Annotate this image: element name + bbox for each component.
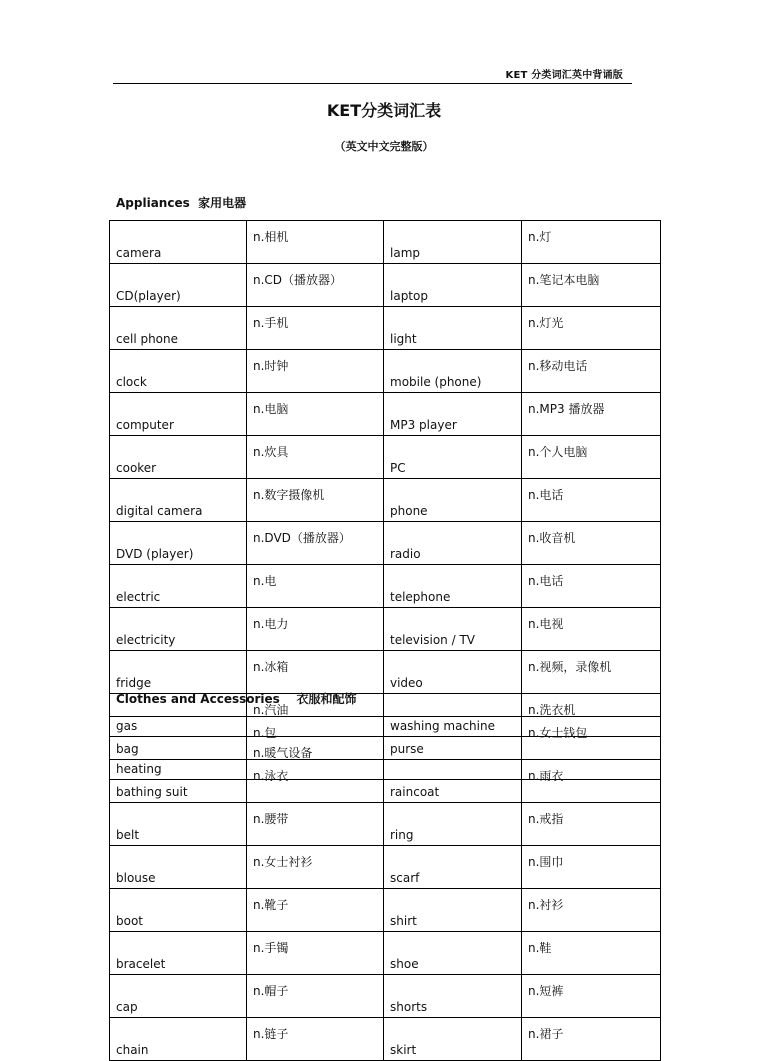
english-word-cell: clock	[110, 350, 247, 393]
english-word-cell: lamp	[384, 221, 522, 264]
chinese-meaning-cell: n.女士钱包	[522, 717, 661, 760]
table-row	[110, 717, 661, 760]
chinese-meaning-cell: n.视频，录像机	[522, 651, 661, 694]
english-word-cell: telephone	[384, 565, 522, 608]
table-row	[110, 350, 661, 393]
chinese-meaning-cell: n.DVD（播放器）	[247, 522, 384, 565]
chinese-meaning-cell: n.CD（播放器）	[247, 264, 384, 307]
chinese-meaning-cell: n.短裤	[522, 975, 661, 1018]
chinese-meaning-cell: n.电话	[522, 565, 661, 608]
english-word-cell: cooker	[110, 436, 247, 479]
english-word-cell: cell phone	[110, 307, 247, 350]
english-word-cell: electric	[110, 565, 247, 608]
chinese-meaning-cell: n.笔记本电脑	[522, 264, 661, 307]
chinese-meaning-cell: n.鞋	[522, 932, 661, 975]
chinese-meaning-cell: n.暖气设备	[247, 737, 384, 780]
table-row	[110, 889, 661, 932]
english-word-cell: chain	[110, 1018, 247, 1061]
section-heading-clothes: Clothes and Accessories 衣服和配饰	[116, 692, 357, 706]
english-word-cell: bag	[110, 717, 247, 760]
table-row	[110, 307, 661, 350]
chinese-meaning-cell: n.MP3 播放器	[522, 393, 661, 436]
chinese-meaning-cell: n.手镯	[247, 932, 384, 975]
table-row	[110, 932, 661, 975]
english-word-cell: heating	[110, 737, 247, 780]
header-divider	[113, 83, 632, 84]
english-word-cell: scarf	[384, 846, 522, 889]
table-row	[110, 846, 661, 889]
chinese-meaning-cell: n.帽子	[247, 975, 384, 1018]
document-subtitle: （英文中文完整版）	[334, 140, 434, 153]
english-word-cell: boot	[110, 889, 247, 932]
english-word-cell: computer	[110, 393, 247, 436]
english-word-cell: blouse	[110, 846, 247, 889]
chinese-meaning-cell: n.汽油	[247, 694, 384, 737]
chinese-meaning-cell: n.个人电脑	[522, 436, 661, 479]
table-row	[110, 393, 661, 436]
chinese-meaning-cell: n.包	[247, 717, 384, 760]
english-word-cell: purse	[384, 717, 522, 760]
chinese-meaning-cell: n.灯	[522, 221, 661, 264]
table-row	[110, 975, 661, 1018]
vocab-table-clothes	[109, 716, 661, 1061]
chinese-meaning-cell: n.相机	[247, 221, 384, 264]
english-word-cell: bracelet	[110, 932, 247, 975]
chinese-meaning-cell: n.腰带	[247, 803, 384, 846]
chinese-meaning-cell: n.链子	[247, 1018, 384, 1061]
english-word-cell: shirt	[384, 889, 522, 932]
table-row	[110, 479, 661, 522]
chinese-meaning-cell: n.冰箱	[247, 651, 384, 694]
chinese-meaning-cell: n.电视	[522, 608, 661, 651]
english-word-cell: light	[384, 307, 522, 350]
chinese-meaning-cell: n.电	[247, 565, 384, 608]
chinese-meaning-cell: n.洗衣机	[522, 694, 661, 737]
table-row	[110, 436, 661, 479]
english-word-cell: video	[384, 651, 522, 694]
table-row	[110, 651, 661, 694]
table-row	[110, 264, 661, 307]
chinese-meaning-cell: n.炊具	[247, 436, 384, 479]
document-title: KET分类词汇表	[326, 101, 442, 120]
table-row	[110, 803, 661, 846]
table-row	[110, 522, 661, 565]
english-word-cell: shorts	[384, 975, 522, 1018]
chinese-meaning-cell: n.电话	[522, 479, 661, 522]
chinese-meaning-cell: n.衬衫	[522, 889, 661, 932]
english-word-cell: gas	[110, 694, 247, 737]
chinese-meaning-cell: n.雨衣	[522, 760, 661, 803]
english-word-cell: mobile (phone)	[384, 350, 522, 393]
english-word-cell: PC	[384, 436, 522, 479]
english-word-cell: fridge	[110, 651, 247, 694]
chinese-meaning-cell: n.电力	[247, 608, 384, 651]
english-word-cell: CD(player)	[110, 264, 247, 307]
english-word-cell: radio	[384, 522, 522, 565]
chinese-meaning-cell: n.移动电话	[522, 350, 661, 393]
english-word-cell: DVD (player)	[110, 522, 247, 565]
english-word-cell: ring	[384, 803, 522, 846]
chinese-meaning-cell: n.裙子	[522, 1018, 661, 1061]
chinese-meaning-cell: n.时钟	[247, 350, 384, 393]
english-word-cell: phone	[384, 479, 522, 522]
chinese-meaning-cell: n.收音机	[522, 522, 661, 565]
english-word-cell: laptop	[384, 264, 522, 307]
chinese-meaning-cell: n.泳衣	[247, 760, 384, 803]
running-header: KET 分类词汇英中背诵版	[505, 70, 623, 81]
table-row	[110, 608, 661, 651]
table-row	[110, 565, 661, 608]
english-word-cell: bathing suit	[110, 760, 247, 803]
english-word-cell: raincoat	[384, 760, 522, 803]
english-word-cell: electricity	[110, 608, 247, 651]
chinese-meaning-cell: n.女士衬衫	[247, 846, 384, 889]
chinese-meaning-cell: n.靴子	[247, 889, 384, 932]
english-word-cell: shoe	[384, 932, 522, 975]
english-word-cell: cap	[110, 975, 247, 1018]
chinese-meaning-cell: n.围巾	[522, 846, 661, 889]
chinese-meaning-cell: n.灯光	[522, 307, 661, 350]
chinese-meaning-cell: n.电脑	[247, 393, 384, 436]
chinese-meaning-cell: n.戒指	[522, 803, 661, 846]
english-word-cell: camera	[110, 221, 247, 264]
section-heading-appliances: Appliances 家用电器	[116, 196, 247, 210]
english-word-cell: digital camera	[110, 479, 247, 522]
english-word-cell: skirt	[384, 1018, 522, 1061]
chinese-meaning-cell: n.手机	[247, 307, 384, 350]
table-row	[110, 221, 661, 264]
english-word-cell: MP3 player	[384, 393, 522, 436]
english-word-cell: television / TV	[384, 608, 522, 651]
english-word-cell: belt	[110, 803, 247, 846]
table-row	[110, 760, 661, 803]
english-word-cell: washing machine	[384, 694, 522, 737]
chinese-meaning-cell: n.数字摄像机	[247, 479, 384, 522]
